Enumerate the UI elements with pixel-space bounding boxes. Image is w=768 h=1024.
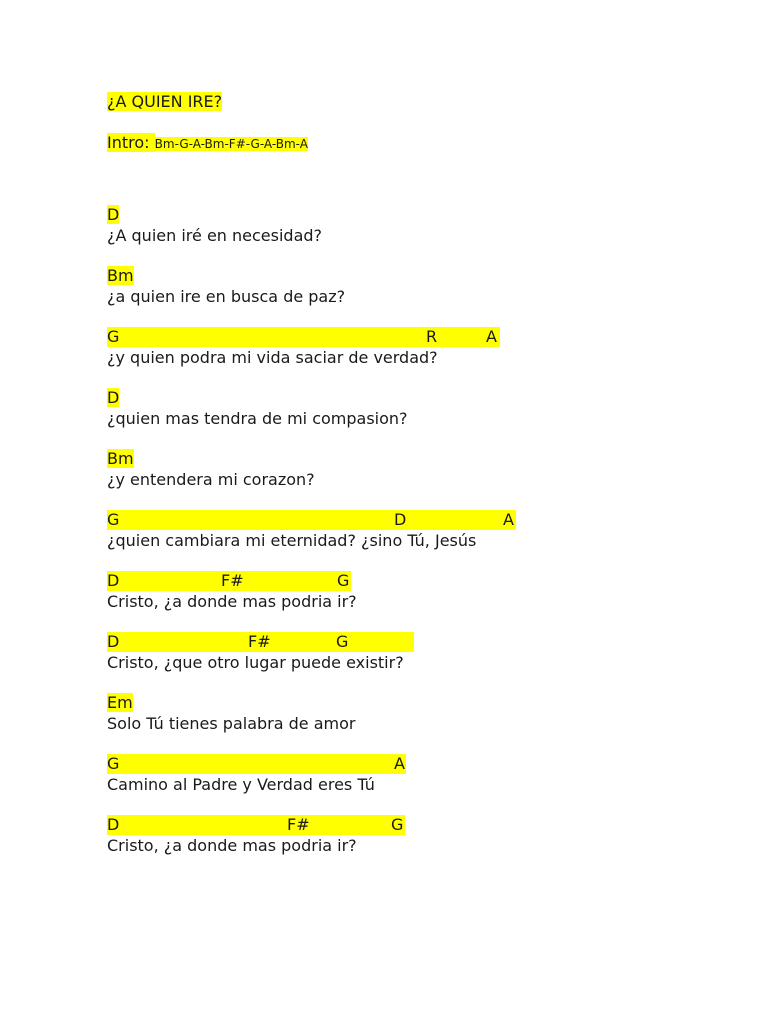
lyric-line-5: ¿y entendera mi corazon? (107, 470, 315, 489)
chord-line-2 (107, 266, 134, 286)
chord: D (107, 632, 120, 651)
lyric-line-6: ¿quien cambiara mi eternidad? ¿sino Tú, Jesús (107, 531, 477, 550)
chord: A (503, 510, 514, 529)
chord: G (337, 571, 350, 590)
chord-line-4 (107, 388, 119, 408)
chord: Bm (107, 449, 134, 468)
lyric-line-2: ¿a quien ire en busca de paz? (107, 287, 346, 306)
chord-line-3 (107, 327, 500, 347)
lyric-line-10: Camino al Padre y Verdad eres Tú (107, 775, 375, 794)
chord-line-1 (107, 205, 119, 225)
chord: D (107, 205, 120, 224)
chord: D (394, 510, 407, 529)
chord: D (107, 571, 120, 590)
chord: D (107, 815, 120, 834)
chord: F# (248, 632, 271, 651)
intro-line (107, 133, 308, 154)
chord: F# (221, 571, 244, 590)
chord: R (426, 327, 438, 346)
lyric-line-3: ¿y quien podra mi vida saciar de verdad? (107, 348, 438, 367)
chord: G (107, 510, 120, 529)
chord: F# (287, 815, 310, 834)
song-title: ¿A QUIEN IRE? (107, 92, 223, 111)
chord: D (107, 388, 120, 407)
intro-label: Intro: (107, 133, 150, 152)
lyric-line-7: Cristo, ¿a donde mas podria ir? (107, 592, 357, 611)
chord-line-6 (107, 510, 516, 530)
lyric-line-9: Solo Tú tienes palabra de amor (107, 714, 356, 733)
intro-chords: Bm-G-A-Bm-F#-G-A-Bm-A (154, 137, 308, 151)
lyric-line-11: Cristo, ¿a donde mas podria ir? (107, 836, 357, 855)
chord-line-5 (107, 449, 134, 469)
lyric-line-1: ¿A quien iré en necesidad? (107, 226, 323, 245)
lyric-line-4: ¿quien mas tendra de mi compasion? (107, 409, 408, 428)
chord-line-9 (107, 693, 133, 713)
chord: G (107, 754, 120, 773)
chord: G (107, 327, 120, 346)
chord-line-10 (107, 754, 406, 774)
chord: A (394, 754, 405, 773)
chord-line-7 (107, 571, 351, 591)
chord: G (391, 815, 404, 834)
chord: Em (107, 693, 133, 712)
chord: G (336, 632, 349, 651)
chord-line-8 (107, 632, 414, 652)
chord: A (486, 327, 497, 346)
chord-line-11 (107, 815, 405, 835)
chord: Bm (107, 266, 134, 285)
lyric-line-8: Cristo, ¿que otro lugar puede existir? (107, 653, 404, 672)
